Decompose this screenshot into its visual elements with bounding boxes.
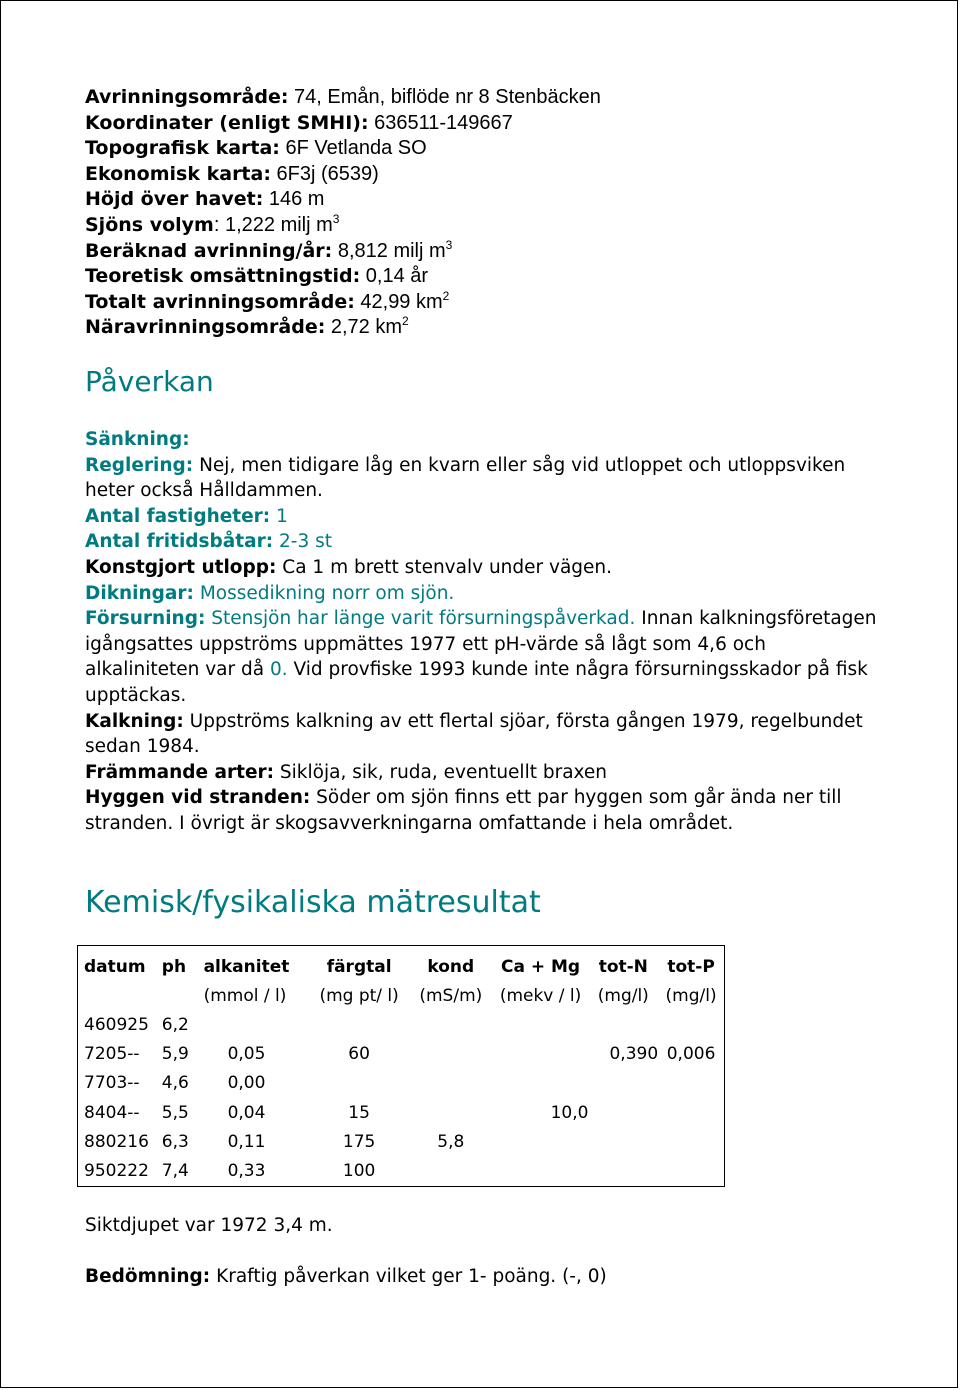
- table-cell: 0,006: [666, 1044, 716, 1065]
- impact-text: Stensjön har länge varit försurningspåverkad.: [205, 608, 636, 630]
- table-cell: [588, 1156, 658, 1185]
- table-cell: [309, 1010, 409, 1039]
- fact-label: Ekonomisk karta:: [85, 162, 271, 185]
- table-cell: [409, 1069, 493, 1098]
- fact-label: Näravrinningsområde:: [85, 316, 326, 339]
- impact-label: Antal fritidsbåtar:: [85, 531, 274, 553]
- impact-label: Sänkning:: [85, 429, 190, 450]
- impact-line: [85, 606, 885, 708]
- lake-facts: [85, 85, 885, 341]
- section-heading-chem: Kemisk/fysikaliska mätresultat: [85, 885, 541, 920]
- impact-text: Nej, men tidigare låg en kvarn eller såg vid utloppet och utloppsviken heter också Hålldammen.: [85, 454, 846, 502]
- fact-value: 0,14 år: [360, 265, 429, 288]
- impact-text: Innan kalkningsföretagen igångsattes uppströms uppmättes 1977 ett pH-värde så lågt som 4,6 och alkaliniteten var då: [85, 608, 877, 681]
- table-cell: 15: [348, 1102, 370, 1123]
- impact-text: 1: [270, 505, 288, 527]
- document-content: [84, 85, 885, 1287]
- impact-section: [85, 427, 885, 837]
- table-cell: 4,6: [161, 1073, 189, 1094]
- table-cell: [658, 1156, 724, 1185]
- fact-label: Topografisk karta:: [85, 137, 280, 160]
- table-cell: 0,04: [227, 1102, 266, 1123]
- table-cell: 100: [342, 1160, 376, 1181]
- table-cell: [658, 1098, 724, 1127]
- impact-text: Uppströms kalkning av ett flertal sjöar, första gången 1979, regelbundet sedan 1984.: [85, 710, 863, 758]
- table-unit: (mekv / l): [499, 985, 582, 1006]
- table-units-row: [84, 981, 724, 1010]
- impact-line: [85, 760, 885, 786]
- table-row: [84, 1156, 724, 1185]
- fact-value: : 1,222 milj m: [213, 213, 333, 236]
- table-cell: 0,00: [227, 1073, 266, 1094]
- superscript: 2: [402, 314, 409, 329]
- table-cell: 6,2: [161, 1014, 189, 1035]
- table-header: kond: [427, 956, 475, 977]
- fact-row: [85, 239, 885, 265]
- table-cell: 950222: [84, 1160, 149, 1181]
- table-cell: 880216: [84, 1131, 149, 1152]
- fact-label: Teoretisk omsättningstid:: [85, 265, 361, 288]
- impact-label: Främmande arter:: [85, 761, 275, 783]
- table-unit: (mmol / l): [203, 985, 287, 1006]
- table-cell: [588, 1069, 658, 1098]
- table-row: [84, 1069, 724, 1098]
- table-unit: (mg pt/ l): [319, 985, 399, 1006]
- table-cell: 0,11: [227, 1131, 266, 1152]
- table-header: datum: [84, 956, 146, 977]
- impact-label: Kalkning:: [85, 710, 184, 732]
- superscript: 3: [332, 211, 340, 226]
- assessment-label: Bedömning:: [85, 1266, 211, 1287]
- impact-line: [85, 504, 885, 530]
- table-cell: 7205--: [84, 1044, 140, 1065]
- fact-row: [85, 85, 885, 111]
- fact-label: Beräknad avrinning/år:: [85, 239, 333, 262]
- fact-label: Sjöns volym: [85, 213, 214, 236]
- table-unit: [84, 981, 162, 1010]
- table-cell: [588, 1127, 658, 1156]
- table-cell: [493, 1156, 589, 1185]
- impact-label: Konstgjort utlopp:: [85, 556, 277, 578]
- table-cell: [588, 1010, 658, 1039]
- impact-line: [85, 709, 885, 760]
- table-header: tot-N: [598, 956, 648, 977]
- fact-row: [85, 213, 885, 239]
- table-unit: [162, 981, 204, 1010]
- table-row: [84, 1040, 724, 1069]
- table-row: [84, 1098, 724, 1127]
- fact-row: [85, 315, 885, 341]
- table-cell: 175: [342, 1131, 376, 1152]
- fact-value: 74, Emån, biflöde nr 8 Stenbäcken: [288, 86, 601, 108]
- secchi-depth-note: Siktdjupet var 1972 3,4 m.: [85, 1215, 333, 1236]
- impact-line: [85, 555, 885, 581]
- table-header: Ca + Mg: [500, 956, 581, 977]
- table-cell: [493, 1127, 589, 1156]
- measurement-table: [84, 952, 724, 1186]
- table-unit: (mS/m): [419, 985, 483, 1006]
- impact-label: Antal fastigheter:: [85, 505, 271, 527]
- table-cell: [493, 1010, 589, 1039]
- fact-row: [85, 162, 885, 188]
- fact-value: 146 m: [263, 188, 325, 211]
- table-header: tot-P: [667, 956, 715, 977]
- table-cell: 6,3: [161, 1131, 189, 1152]
- fact-label: Avrinningsområde:: [85, 86, 289, 108]
- impact-text: 0.: [264, 659, 288, 681]
- table-unit: (mg/l): [665, 985, 717, 1006]
- fact-value: 6F Vetlanda SO: [279, 137, 427, 160]
- table-cell: [309, 1069, 409, 1098]
- table-header: färgtal: [326, 956, 392, 977]
- table-row: [84, 1010, 724, 1039]
- table-cell: 10,0: [550, 1102, 589, 1123]
- fact-label: Höjd över havet:: [85, 188, 264, 211]
- fact-row: [85, 264, 885, 290]
- table-cell: [204, 1010, 310, 1039]
- table-cell: 0,05: [227, 1044, 266, 1065]
- assessment: [85, 1266, 607, 1287]
- table-cell: [409, 1098, 493, 1127]
- table-cell: [409, 1010, 493, 1039]
- table-cell: [588, 1098, 658, 1127]
- table-cell: [409, 1040, 493, 1069]
- table-cell: 0,33: [227, 1160, 266, 1181]
- impact-line: [85, 785, 885, 836]
- fact-value: 636511-149667: [368, 111, 513, 134]
- table-cell: 5,9: [161, 1044, 189, 1065]
- table-cell: [493, 1069, 589, 1098]
- table-header: ph: [161, 956, 187, 977]
- table-cell: [658, 1127, 724, 1156]
- table-header: alkanitet: [203, 956, 290, 977]
- impact-line: [85, 581, 885, 607]
- impact-label: Dikningar:: [85, 582, 194, 604]
- fact-label: Totalt avrinningsområde:: [85, 290, 355, 313]
- table-unit: (mg/l): [597, 985, 649, 1006]
- fact-row: [85, 290, 885, 316]
- fact-value: 2,72 km: [325, 316, 403, 339]
- superscript: 3: [445, 237, 453, 252]
- table-cell: 460925: [84, 1014, 149, 1035]
- table-cell: 0,390: [609, 1044, 659, 1065]
- impact-text: 2-3 st: [273, 531, 333, 553]
- table-header-row: [84, 952, 724, 981]
- fact-row: [85, 187, 885, 213]
- table-cell: 7703--: [84, 1073, 140, 1094]
- table-cell: 8404--: [84, 1102, 140, 1123]
- table-row: [84, 1127, 724, 1156]
- table-cell: 7,4: [161, 1160, 189, 1181]
- table-cell: [409, 1156, 493, 1185]
- table-cell: [658, 1069, 724, 1098]
- measurement-table-box: [77, 945, 725, 1187]
- section-heading-impact: Påverkan: [85, 365, 214, 398]
- assessment-text: Kraftig påverkan vilket ger 1- poäng. (-, 0): [210, 1266, 607, 1287]
- impact-line: [85, 453, 885, 504]
- table-cell: 5,8: [437, 1131, 465, 1152]
- impact-text: Mossedikning norr om sjön.: [193, 582, 455, 604]
- table-cell: 60: [348, 1044, 370, 1065]
- impact-label: Försurning:: [85, 608, 206, 630]
- fact-label: Koordinater (enligt SMHI):: [85, 111, 369, 134]
- fact-value: 42,99 km: [354, 290, 443, 313]
- impact-line: [85, 427, 885, 453]
- fact-row: [85, 136, 885, 162]
- impact-label: Hyggen vid stranden:: [85, 787, 311, 809]
- impact-line: [85, 529, 885, 555]
- fact-value: 6F3j (6539): [270, 162, 379, 185]
- fact-value: 8,812 milj m: [332, 239, 446, 262]
- impact-text: Söder om sjön finns ett par hyggen som går ända ner till stranden. I övrigt är skogsavverkningarna omfattande i hela området.: [85, 787, 842, 834]
- impact-label: Reglering:: [85, 454, 194, 476]
- impact-text: Vid provfiske 1993 kunde inte några försurningsskador på fisk upptäckas.: [85, 659, 868, 706]
- superscript: 2: [442, 288, 450, 303]
- impact-text: Siklöja, sik, ruda, eventuellt braxen: [274, 761, 608, 783]
- table-cell: [658, 1010, 724, 1039]
- impact-text: Ca 1 m brett stenvalv under vägen.: [276, 556, 613, 578]
- table-cell: 5,5: [161, 1102, 189, 1123]
- table-cell: [493, 1040, 589, 1069]
- fact-row: [85, 111, 885, 137]
